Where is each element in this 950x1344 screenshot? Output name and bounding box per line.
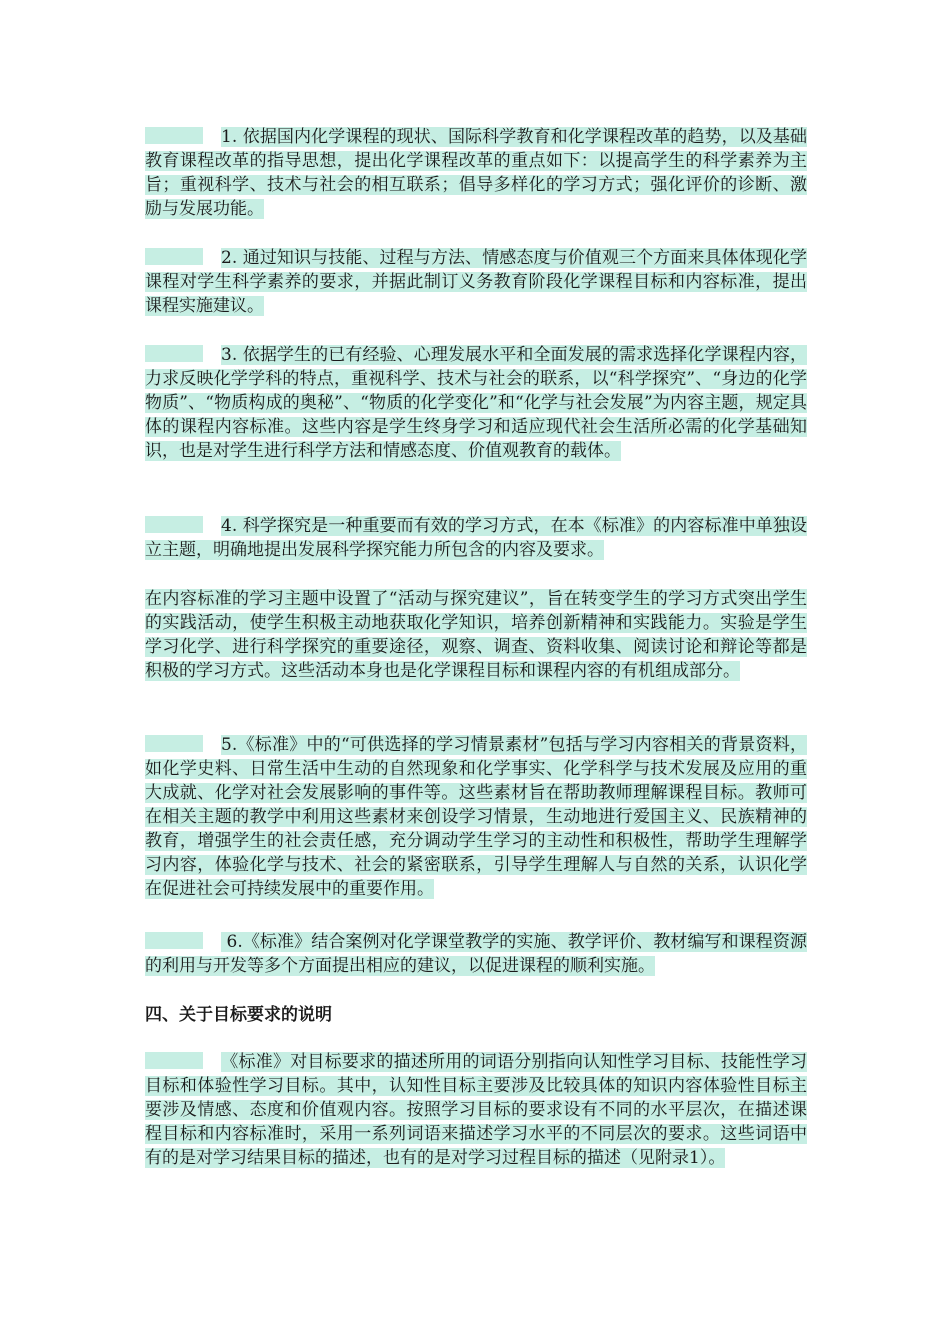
paragraph-5 xyxy=(145,587,807,683)
highlight-indent xyxy=(145,1052,203,1069)
paragraph-text: 3. 依据学生的已有经验、心理发展水平和全面发展的需求选择化学课程内容，力求反映化学学科的特点，重视科学、技术与社会的联系，以“科学探究”、“身边的化学物质”、“物质构成的奥秘”、“物质的化学变化”和“化学与社会发展”为内容主题，规定具体的课程内容标准。这些内容是学生终身学习和适应现代社会生活所必需的化学基础知识，也是对学生进行科学方法和情感态度、价值观教育的载体。 xyxy=(145,345,807,461)
paragraph-8 xyxy=(145,1050,807,1170)
paragraph-3 xyxy=(145,343,807,463)
paragraph-text: 4. 科学探究是一种重要而有效的学习方式，在本《标准》的内容标准中单独设立主题，明确地提出发展科学探究能力所包含的内容及要求。 xyxy=(145,516,807,560)
paragraph-4 xyxy=(145,514,807,562)
paragraph-text: 《标准》对目标要求的描述所用的词语分别指向认知性学习目标、技能性学习目标和体验性学习目标。其中，认知性目标主要涉及比较具体的知识内容体验性目标主要涉及情感、态度和价值观内容。按照学习目标的要求设有不同的水平层次，在描述课程目标和内容标准时，采用一系列词语来描述学习水平的不同层次的要求。这些词语中有的是对学习结果目标的描述，也有的是对学习过程目标的描述（见附录1）。 xyxy=(145,1052,807,1168)
highlight-indent xyxy=(145,735,203,752)
paragraph-1 xyxy=(145,125,807,221)
paragraph-2 xyxy=(145,246,807,318)
highlight-indent xyxy=(145,248,203,265)
paragraph-text: 5.《标准》中的“可供选择的学习情景素材”包括与学习内容相关的背景资料，如化学史料、日常生活中生动的自然现象和化学事实、化学科学与技术发展及应用的重大成就、化学对社会发展影响的事件等。这些素材旨在帮助教师理解课程目标。教师可在相关主题的教学中利用这些素材来创设学习情景，生动地进行爱国主义、民族精神的教育，增强学生的社会责任感，充分调动学生学习的主动性和积极性，帮助学生理解学习内容，体验化学与技术、社会的紧密联系，引导学生理解人与自然的关系，认识化学在促进社会可持续发展中的重要作用。 xyxy=(145,735,807,899)
paragraph-text: 在内容标准的学习主题中设置了“活动与探究建议”，旨在转变学生的学习方式突出学生的实践活动，使学生积极主动地获取化学知识，培养创新精神和实践能力。实验是学生学习化学、进行科学探究的重要途径，观察、调查、资料收集、阅读讨论和辩论等都是积极的学习方式。这些活动本身也是化学课程目标和课程内容的有机组成部分。 xyxy=(145,589,807,681)
paragraph-6 xyxy=(145,733,807,901)
paragraph-7 xyxy=(145,930,807,978)
highlight-indent xyxy=(145,127,203,144)
section-heading: 四、关于目标要求的说明 xyxy=(145,1005,332,1025)
highlight-indent xyxy=(145,516,203,533)
paragraph-text: 6.《标准》结合案例对化学课堂教学的实施、教学评价、教材编写和课程资源的利用与开发等多个方面提出相应的建议，以促进课程的顺利实施。 xyxy=(145,932,807,976)
highlight-indent xyxy=(145,932,203,949)
paragraph-text: 2. 通过知识与技能、过程与方法、情感态度与价值观三个方面来具体体现化学课程对学生科学素养的要求，并据此制订义务教育阶段化学课程目标和内容标准，提出课程实施建议。 xyxy=(145,248,807,316)
paragraph-text: 1. 依据国内化学课程的现状、国际科学教育和化学课程改革的趋势，以及基础教育课程改革的指导思想，提出化学课程改革的重点如下：以提高学生的科学素养为主旨；重视科学、技术与社会的相互联系；倡导多样化的学习方式；强化评价的诊断、激励与发展功能。 xyxy=(145,127,807,219)
highlight-indent xyxy=(145,345,203,362)
